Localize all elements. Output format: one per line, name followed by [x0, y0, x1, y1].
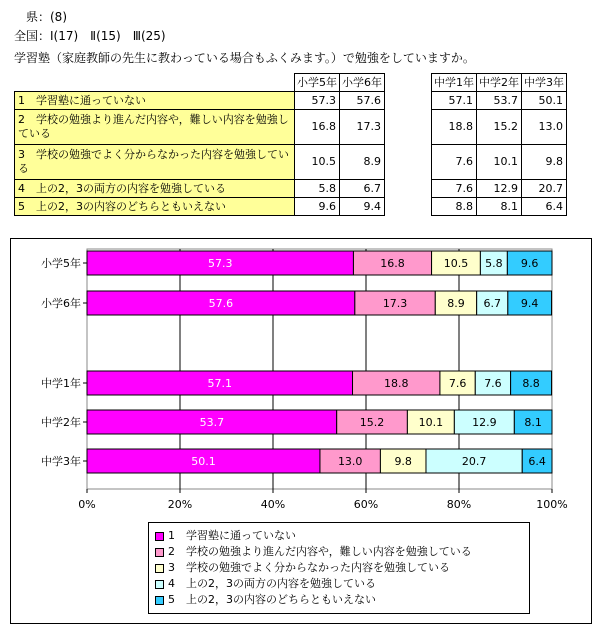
cell-value: 9.4: [340, 198, 385, 216]
col-header: 小学5年: [295, 74, 340, 92]
cell-value: 10.5: [295, 145, 340, 180]
y-category-label: 中学2年: [41, 416, 81, 429]
table-row: [15, 198, 567, 216]
cell-value: 57.3: [295, 92, 340, 110]
data-label: 8.9: [447, 297, 465, 310]
y-category-label: 小学5年: [41, 257, 81, 270]
data-label: 57.1: [207, 377, 233, 390]
data-label: 12.9: [472, 416, 497, 429]
cell-value: 5.8: [295, 180, 340, 198]
data-label: 6.4: [528, 455, 546, 468]
y-category-label: 中学3年: [41, 455, 81, 468]
data-label: 7.6: [484, 377, 502, 390]
data-label: 53.7: [199, 416, 225, 429]
cell-value: 6.7: [340, 180, 385, 198]
data-label: 57.3: [207, 257, 233, 270]
cell-value: 9.6: [295, 198, 340, 216]
data-label: 16.8: [380, 257, 405, 270]
header-prefecture: 県：(8): [14, 10, 67, 24]
legend-item: [155, 575, 376, 591]
col-header: 中学1年: [432, 74, 477, 92]
col-header: 中学3年: [522, 74, 567, 92]
question-text: 学習塾（家庭教師の先生に教わっている場合もふくみます。）で勉強をしていますか。: [14, 51, 475, 65]
legend-label: 5 上の2，3の内容のどちらともいえない: [168, 593, 376, 606]
cell-value: 12.9: [477, 180, 522, 198]
table-row: [15, 180, 567, 198]
cell-value: 18.8: [432, 110, 477, 145]
data-label: 18.8: [383, 377, 409, 390]
legend-item: [155, 559, 450, 575]
data-label: 57.6: [208, 297, 234, 310]
cell-value: 16.8: [295, 110, 340, 145]
legend-swatch: [155, 580, 164, 589]
legend-label: 2 学校の勉強より進んだ内容や，難しい内容を勉強している: [168, 545, 472, 558]
cell-value: 53.7: [477, 92, 522, 110]
cell-value: 20.7: [522, 180, 567, 198]
cell-value: 10.1: [477, 145, 522, 180]
data-label: 8.8: [522, 377, 540, 390]
legend-label: 3 学校の勉強でよく分からなかった内容を勉強している: [168, 561, 450, 574]
data-label: 50.1: [191, 455, 216, 468]
cell-value: 9.8: [522, 145, 567, 180]
chart-legend: [148, 522, 530, 614]
row-label: 2 学校の勉強より進んだ内容や，難しい内容を勉強している: [15, 110, 295, 145]
cell-value: 13.0: [522, 110, 567, 145]
col-header: 小学6年: [340, 74, 385, 92]
data-label: 17.3: [382, 297, 408, 310]
row-label: 4 上の2，3の両方の内容を勉強している: [15, 180, 295, 198]
data-label: 9.6: [520, 257, 539, 270]
cell-value: 6.4: [522, 198, 567, 216]
x-tick-label: 80%: [446, 498, 472, 511]
cell-value: 50.1: [522, 92, 567, 110]
legend-swatch: [155, 564, 164, 573]
data-label: 15.2: [359, 416, 385, 429]
header-national: 全国：Ⅰ(17) Ⅱ(15) Ⅲ(25): [14, 29, 166, 43]
legend-item: [155, 543, 472, 559]
row-label: 5 上の2，3の内容のどちらともいえない: [15, 198, 295, 216]
x-tick-label: 40%: [260, 498, 286, 511]
data-label: 10.1: [418, 416, 444, 429]
data-label: 5.8: [485, 257, 503, 270]
x-tick-label: 0%: [78, 498, 96, 511]
table-row: [15, 92, 567, 110]
data-label: 8.1: [524, 416, 542, 429]
data-label: 9.4: [520, 297, 539, 310]
cell-value: 8.9: [340, 145, 385, 180]
table-row: [15, 110, 567, 145]
table-header-row: [15, 74, 567, 92]
legend-label: 1 学習塾に通っていない: [168, 529, 296, 542]
x-tick-label: 20%: [167, 498, 193, 511]
data-label: 6.7: [483, 297, 501, 310]
x-tick-label: 100%: [536, 498, 568, 511]
row-label: 1 学習塾に通っていない: [15, 92, 295, 110]
y-category-label: 小学6年: [41, 297, 81, 310]
data-label: 10.5: [443, 257, 469, 270]
col-header: 中学2年: [477, 74, 522, 92]
legend-item: [155, 591, 376, 607]
cell-value: 57.1: [432, 92, 477, 110]
cell-value: 7.6: [432, 180, 477, 198]
data-label: 13.0: [337, 455, 363, 468]
legend-swatch: [155, 548, 164, 557]
x-tick-label: 60%: [353, 498, 379, 511]
data-label: 20.7: [461, 455, 487, 468]
legend-swatch: [155, 596, 164, 605]
cell-value: 15.2: [477, 110, 522, 145]
data-table: [14, 73, 567, 216]
data-label: 7.6: [448, 377, 467, 390]
legend-label: 4 上の2，3の両方の内容を勉強している: [168, 577, 376, 590]
cell-value: 8.1: [477, 198, 522, 216]
y-category-label: 中学1年: [41, 377, 81, 390]
cell-value: 17.3: [340, 110, 385, 145]
cell-value: 8.8: [432, 198, 477, 216]
row-label: 3 学校の勉強でよく分からなかった内容を勉強している: [15, 145, 295, 180]
cell-value: 57.6: [340, 92, 385, 110]
legend-item: [155, 527, 296, 543]
table-row: [15, 145, 567, 180]
cell-value: 7.6: [432, 145, 477, 180]
data-label: 9.8: [394, 455, 412, 468]
legend-swatch: [155, 532, 164, 541]
